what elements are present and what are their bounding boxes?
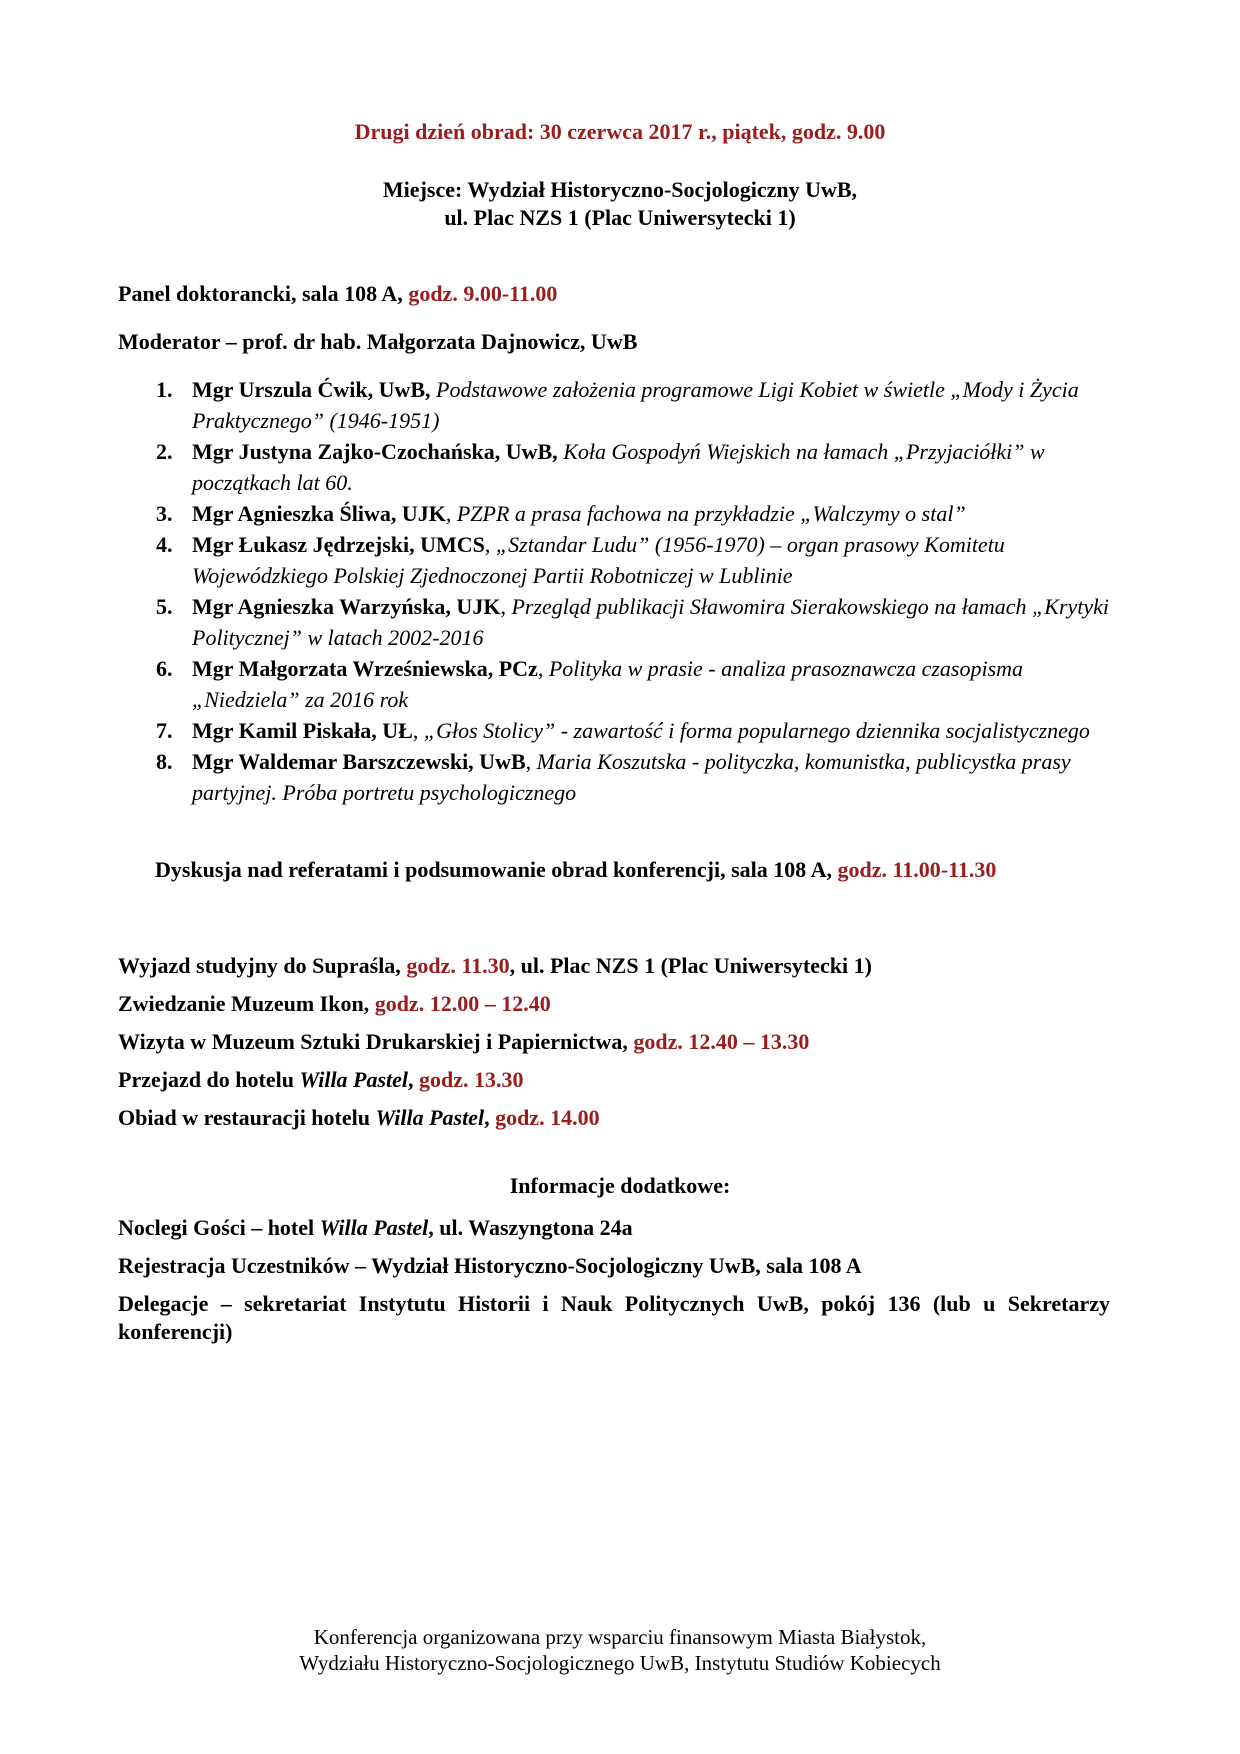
talk-title: „Głos Stolicy” - zawartość i forma popularnego dziennika socjalistycznego [423,718,1090,743]
talk-title: PZPR a prasa fachowa na przykładzie „Walczymy o stal” [456,501,966,526]
schedule-separator: , [408,1067,420,1092]
schedule-location: , ul. Plac NZS 1 (Plac Uniwersytecki 1) [509,953,872,978]
schedule-item [118,1028,809,1056]
talk-number: 6. [156,656,173,681]
schedule-venue: Willa Pastel [375,1105,485,1130]
panel-time: godz. 9.00-11.00 [408,281,558,306]
talk-separator: , [537,656,549,681]
talk-title: Podstawowe założenia programowe Ligi Kobiet w świetle „Mody i Życia Praktycznego” (1946-1951) [192,377,1079,433]
panel-label: Panel doktorancki, sala 108 A, [118,281,409,306]
talk-number: 3. [156,501,173,526]
info-delegations: Delegacje – sekretariat Instytutu Historii i Nauk Politycznych UwB, pokój 136 (lub u Sekretarzy konferencji) [118,1291,1110,1344]
lodging-label: Noclegi Gości – hotel [118,1215,320,1240]
talk-separator: , [412,718,424,743]
schedule-time: godz. 11.30 [406,953,510,978]
talk-separator: , [484,532,496,557]
info-lodging [118,1214,633,1242]
talk-title: Polityka w prasie - analiza prasoznawcza czasopisma „Niedziela” za 2016 rok [192,656,1024,712]
talk-speaker: Mgr Agnieszka Warzyńska, UJK [192,594,501,619]
venue-line-2: ul. Plac NZS 1 (Plac Uniwersytecki 1) [444,205,796,230]
talk-item [148,529,1128,591]
talk-separator: , [445,501,457,526]
talk-title: Przegląd publikacji Sławomira Sierakowskiego na łamach „Krytyki Politycznej” w latach 2002-2016 [192,594,1110,650]
talk-speaker: Mgr Kamil Piskała, UŁ [192,718,413,743]
schedule-text: Przejazd do hotelu [118,1067,300,1092]
talk-speaker: Mgr Justyna Zajko-Czochańska, UwB, [192,439,558,464]
talk-speaker: Mgr Waldemar Barszczewski, UwB [192,749,526,774]
talk-item [148,374,1128,436]
schedule-item [118,990,551,1018]
talk-number: 2. [156,439,173,464]
talk-number: 8. [156,749,173,774]
schedule-item [118,1104,600,1132]
schedule-item [118,952,872,980]
talk-list [148,374,1128,808]
lodging-address: , ul. Waszyngtona 24a [428,1215,633,1240]
talk-item [148,653,1128,715]
footer-line-2: Wydziału Historyczno-Socjologicznego UwB, Instytutu Studiów Kobiecych [299,1651,941,1675]
panel-heading [118,280,557,308]
talk-separator: , [500,594,512,619]
talk-speaker: Mgr Małgorzata Wrześniewska, PCz [192,656,538,681]
discussion-time: godz. 11.00-11.30 [837,857,997,882]
talk-number: 5. [156,594,173,619]
talk-title: Koła Gospodyń Wiejskich na łamach „Przyjaciółki” w początkach lat 60. [192,439,1045,495]
talk-speaker: Mgr Urszula Ćwik, UwB, [192,377,431,402]
schedule-text: Wizyta w Muzeum Sztuki Drukarskiej i Papiernictwa, [118,1029,634,1054]
talk-title: Maria Koszutska - polityczka, komunistka, publicystka prasy partyjnej. Próba portretu psychologicznego [192,749,1071,805]
schedule-time: godz. 12.40 – 13.30 [633,1029,810,1054]
day-heading: Drugi dzień obrad: 30 czerwca 2017 r., piątek, godz. 9.00 [354,119,886,144]
talk-item [148,746,1128,808]
moderator: Moderator – prof. dr hab. Małgorzata Dajnowicz, UwB [118,329,638,354]
info-registration: Rejestracja Uczestników – Wydział Historyczno-Socjologiczny UwB, sala 108 A [118,1253,862,1278]
talk-speaker: Mgr Łukasz Jędrzejski, UMCS [192,532,485,557]
lodging-hotel: Willa Pastel [319,1215,429,1240]
venue-line-1: Miejsce: Wydział Historyczno-Socjologiczny UwB, [382,177,858,202]
schedule-separator: , [484,1105,496,1130]
discussion-line [155,856,996,884]
schedule-text: Wyjazd studyjny do Supraśla, [118,953,407,978]
talk-item [148,498,1128,529]
talk-speaker: Mgr Agnieszka Śliwa, UJK [192,501,446,526]
talk-separator: , [525,749,537,774]
footer-line-1: Konferencja organizowana przy wsparciu finansowym Miasta Białystok, [313,1625,927,1649]
info-heading: Informacje dodatkowe: [509,1173,731,1198]
schedule-time: godz. 13.30 [419,1067,524,1092]
talk-number: 7. [156,718,173,743]
schedule-time: godz. 14.00 [495,1105,600,1130]
talk-number: 1. [156,377,173,402]
schedule-time: godz. 12.00 – 12.40 [374,991,551,1016]
discussion-label: Dyskusja nad referatami i podsumowanie obrad konferencji, sala 108 A, [155,857,838,882]
schedule-item [118,1066,524,1094]
talk-number: 4. [156,532,173,557]
schedule-venue: Willa Pastel [299,1067,409,1092]
talk-item [148,715,1128,746]
schedule-text: Zwiedzanie Muzeum Ikon, [118,991,375,1016]
talk-item [148,436,1128,498]
talk-item [148,591,1128,653]
schedule-text: Obiad w restauracji hotelu [118,1105,376,1130]
talk-title: „Sztandar Ludu” (1956-1970) – organ prasowy Komitetu Wojewódzkiego Polskiej Zjednoczonej Partii Robotniczej w Lublinie [192,532,1005,588]
